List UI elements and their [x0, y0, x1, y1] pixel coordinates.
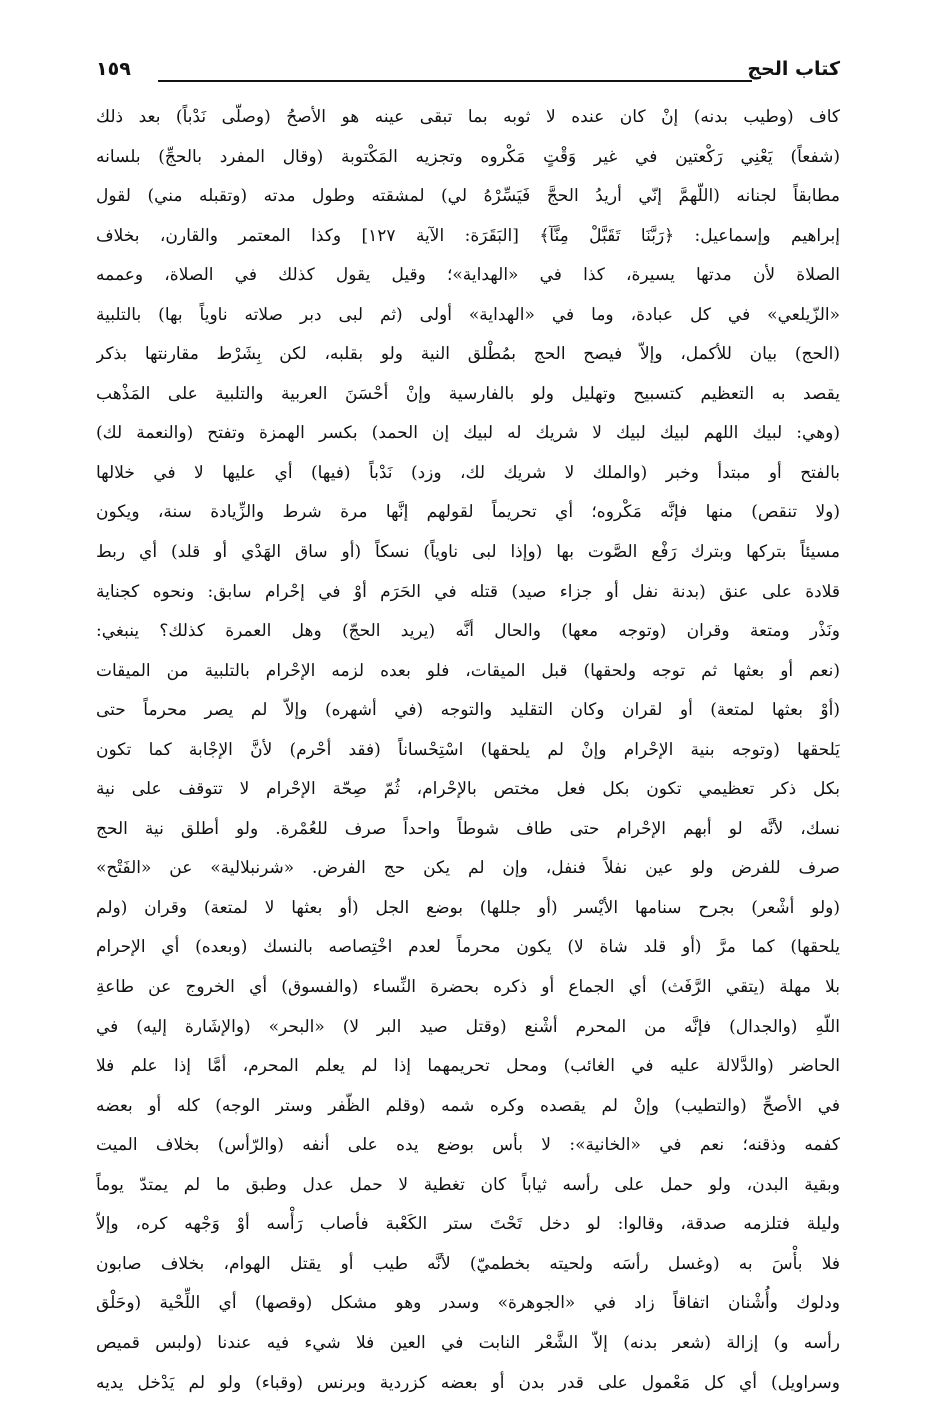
text-line: الحاضر (والدَّلالة عليه في الغائب) ومحل تحريمهما إذا لم يعلم المحرم، أمَّا إذا علم فلا	[96, 1047, 840, 1087]
text-line: قلادة على عنق (بدنة نفل أو جزاء صيد) قتله في الحَرَم أوْ في إحْرام سابق: ونحوه كجناية	[96, 573, 840, 613]
text-line: كفمه وذقنه؛ نعم في «الخانية»: لا بأس بوضع يده على أنفه (والرّأس) بخلاف الميت	[96, 1126, 840, 1166]
text-line: في الأصحِّ (والتطيب) وإنْ لم يقصده وكره شمه (وقلم الظّفر وستر الوجه) كله أو بعضه	[96, 1087, 840, 1127]
page-number: ١٥٩	[96, 58, 131, 80]
text-line: (أوْ بعثها لمتعة) أو لقران وكان التقليد والتوجه (في أشهره) وإلاّ لم يصر محرماً حتى	[96, 691, 840, 731]
text-line: اللّهِ (والجدال) فإنَّه من المحرم أشْنع (وقتل صيد البر لا) «البحر» (والإشَارة إليه) في	[96, 1008, 840, 1048]
text-line: (شفعاً) يَعْنِي رَكْعتين في غير وَقْتٍ مَكْروه وتجزيه المَكْتوبة (وقال المفرد بالحجِّ) بلسانه	[96, 138, 840, 178]
text-line: مطابقاً لجنانه (اللّهمَّ إنّي أريدُ الحجَّ فَيَسِّرْهُ لي) لمشقته وطول مدته (وتقبله مني) لقول	[96, 177, 840, 217]
text-line: يلحقها) كما مرَّ (أو قلد شاة لا) يكون محرماً لعدم اخْتِصاصه بالنسك (وبعده) أي الإحرام	[96, 928, 840, 968]
text-line: نسك، لأنَّه لو أبهم الإحْرام حتى طاف شوطاً واحداً صرف للعُمْرة. ولو أطلق نية الحج	[96, 810, 840, 850]
text-line: (الحج) بيان للأكمل، وإلاّ فيصح الحج بمُطْلق النية ولو بقلبه، لكن بِشَرْط مقارنتها بذكر	[96, 335, 840, 375]
text-line: كاف (وطيب بدنه) إنْ كان عنده لا ثوبه بما تبقى عينه هو الأصحُ (وصلّى نَدْباً) بعد ذلك	[96, 98, 840, 138]
text-line: ونَذْر ومتعة وقران (وتوجه معها) والحال أنَّه (يريد الحجّ) وهل العمرة كذلك؟ ينبغي:	[96, 612, 840, 652]
text-line: يَلحقها (وتوجه بنية الإحْرام وإنْ لم يلحقها) اسْتِحْساناً (فقد أحْرم) لأنَّ الإجْابة كما تكون	[96, 731, 840, 771]
text-line: ودلوك وأُشْنان اتفاقاً زاد في «الجوهرة» وسدر وهو مشكل (وقصها) أي اللِّحْية (وحَلْق	[96, 1284, 840, 1324]
text-line: صرف للفرض ولو عين نفلاً فنفل، وإن لم يكن حج الفرض. «شرنبلالية» عن «الفَتْح»	[96, 849, 840, 889]
text-line: (ولو أشْعر) بجرح سنامها الأيْسر (أو جللها) بوضع الجل (أو بعثها لا لمتعة) وقران (ولم	[96, 889, 840, 929]
body-text	[96, 98, 840, 1403]
text-line: بلا مهلة (يتقي الرَّفَث) أي الجماع أو ذكره بحضرة النِّساء (والفسوق) أي الخروج عن طاعةِ	[96, 968, 840, 1008]
text-line: «الزّيلعي» في كل عبادة، وما في «الهداية» أولى (ثم لبى دبر صلاته ناوياً بها) بالتلبية	[96, 296, 840, 336]
running-title: كتاب الحج	[747, 58, 840, 80]
text-line: وبقية البدن، ولو حمل على رأسه ثياباً كان تغطية لا حمل عدل وطبق ما لم يمتدّ يوماً	[96, 1166, 840, 1206]
text-line: (نعم أو بعثها ثم توجه ولحقها) قبل الميقات، فلو بعده لزمه الإحْرام بالتلبية من الميقات	[96, 652, 840, 692]
text-line: إبراهيم وإسماعيل: ﴿رَبَّنَا تَقَبَّلْ مِنَّآ﴾ [البَقَرَة: الآية ١٢٧] وكذا المعتمر والقارن، بخلاف	[96, 217, 840, 257]
text-line: فلا بأْسَ به (وغسل رأسَه ولحيته بخطميّ) لأنَّه طيب أو يقتل الهوام، بخلاف صابون	[96, 1245, 840, 1285]
text-line: مسيئاً بتركها وبترك رَفْع الصَّوت بها (وإذا لبى ناوياً) نسكاً (أو ساق الهَدْي أو قلد) أي ربط	[96, 533, 840, 573]
text-line: بالفتح أو مبتدأ وخبر (والملك لا شريك لك، وزد) نَدْباً (فيها) أي عليها لا في خلالها	[96, 454, 840, 494]
text-line: الصلاة لأن مدتها يسيرة، كذا في «الهداية»؛ وقيل يقول كذلك في الصلاة، وعممه	[96, 256, 840, 296]
header-rule	[158, 80, 752, 82]
text-line: رأسه و) إزالة (شعر بدنه) إلاّ الشَّعْر النابت في العين فلا شيء فيه عندنا (ولبس قميص	[96, 1324, 840, 1364]
page-header	[96, 52, 840, 88]
text-line: (ولا تنقص) منها فإنَّه مَكْروه؛ أي تحريماً لقولهم إنَّها مرة شرط والزِّيادة سنة، ويكون	[96, 493, 840, 533]
text-line: وسراويل) أي كل مَعْمول على قدر بدن أو بعضه كزردية وبرنس (وقباء) ولو لم يَدْخل يديه	[96, 1364, 840, 1403]
text-line: (وهي: لبيك اللهم لبيك لبيك لا شريك له لبيك إن الحمد) بكسر الهمزة وتفتح (والنعمة لك)	[96, 414, 840, 454]
text-line: وليلة فتلزمه صدقة، وقالوا: لو دخل تَحْتَ ستر الكَعْبة فأصاب رَأْسه أوْ وَجْهه كره، وإلاّ	[96, 1205, 840, 1245]
text-line: يقصد به التعظيم كتسبيح وتهليل ولو بالفارسية وإنْ أحْسَنَ العربية والتلبية على المَذْهب	[96, 375, 840, 415]
text-line: بكل ذكر تعظيمي تكون بكل فعل مختص بالإحْرام، ثُمّ صِحّة الإحْرام لا تتوقف على نية	[96, 770, 840, 810]
